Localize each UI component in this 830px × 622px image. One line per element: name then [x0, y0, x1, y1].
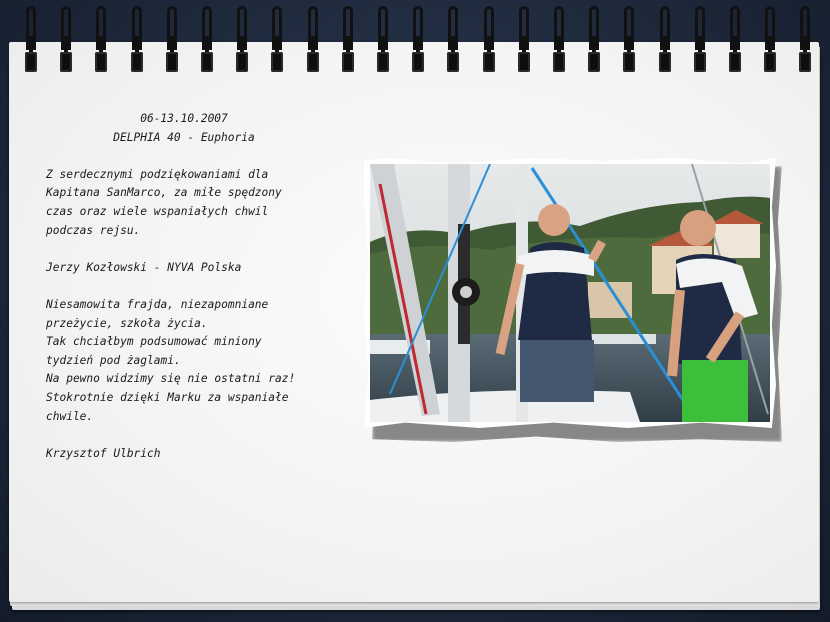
- entry-line: chwile.: [46, 409, 94, 423]
- spiral-ring: [59, 6, 73, 72]
- spiral-ring: [693, 6, 707, 72]
- spiral-ring: [658, 6, 672, 72]
- entry-line: czas oraz wiele wspaniałych chwil: [46, 204, 269, 218]
- entry-line: Tak chciałbym podsumować miniony: [46, 335, 262, 349]
- spiral-ring: [446, 6, 460, 72]
- winch-hub: [460, 286, 472, 298]
- entry-experience: [46, 296, 346, 426]
- spiral-ring: [94, 6, 108, 72]
- entry-line: Niesamowita frajda, niezapomniane: [46, 297, 269, 311]
- entry-line: Kapitana SanMarco, za miłe spędzony: [46, 186, 282, 200]
- spiral-ring: [235, 6, 249, 72]
- crew-photo: [364, 158, 776, 428]
- boat-name: DELPHIA 40 - Euphoria: [113, 130, 255, 144]
- spiral-ring: [165, 6, 179, 72]
- entry-signature-2: [46, 445, 346, 464]
- entry-thanks: [46, 166, 346, 240]
- entry-line: Stokrotnie dzięki Marku za wspaniałe: [46, 390, 289, 404]
- signature-line: Krzysztof Ulbrich: [46, 446, 161, 460]
- entry-line: tydzień pod żaglami.: [46, 353, 181, 367]
- trip-date: 06-13.10.2007: [140, 112, 228, 125]
- guestbook-text: [46, 110, 346, 463]
- spiral-ring: [200, 6, 214, 72]
- spiral-binding: [0, 0, 830, 80]
- spiral-ring: [517, 6, 531, 72]
- spiral-ring: [552, 6, 566, 72]
- spiral-ring: [341, 6, 355, 72]
- spiral-ring: [622, 6, 636, 72]
- spiral-ring: [482, 6, 496, 72]
- spiral-ring: [798, 6, 812, 72]
- house: [714, 222, 760, 258]
- signature-line: Jerzy Kozłowski - NYVA Polska: [46, 260, 242, 274]
- entry-line: Na pewno widzimy się nie ostatni raz!: [46, 372, 296, 386]
- spiral-ring: [306, 6, 320, 72]
- spiral-ring: [763, 6, 777, 72]
- spiral-ring: [24, 6, 38, 72]
- entry-line: przeżycie, szkoła życia.: [46, 316, 208, 330]
- entry-signature-1: [46, 259, 346, 278]
- entry-line: podczas rejsu.: [46, 223, 141, 237]
- spiral-ring: [376, 6, 390, 72]
- entry-line: Z serdecznymi podziękowaniami dla: [46, 167, 269, 181]
- spiral-ring: [728, 6, 742, 72]
- spiral-ring: [270, 6, 284, 72]
- spiral-ring: [587, 6, 601, 72]
- sailing-crew-photo-icon: [370, 164, 770, 422]
- spiral-ring: [411, 6, 425, 72]
- spiral-ring: [130, 6, 144, 72]
